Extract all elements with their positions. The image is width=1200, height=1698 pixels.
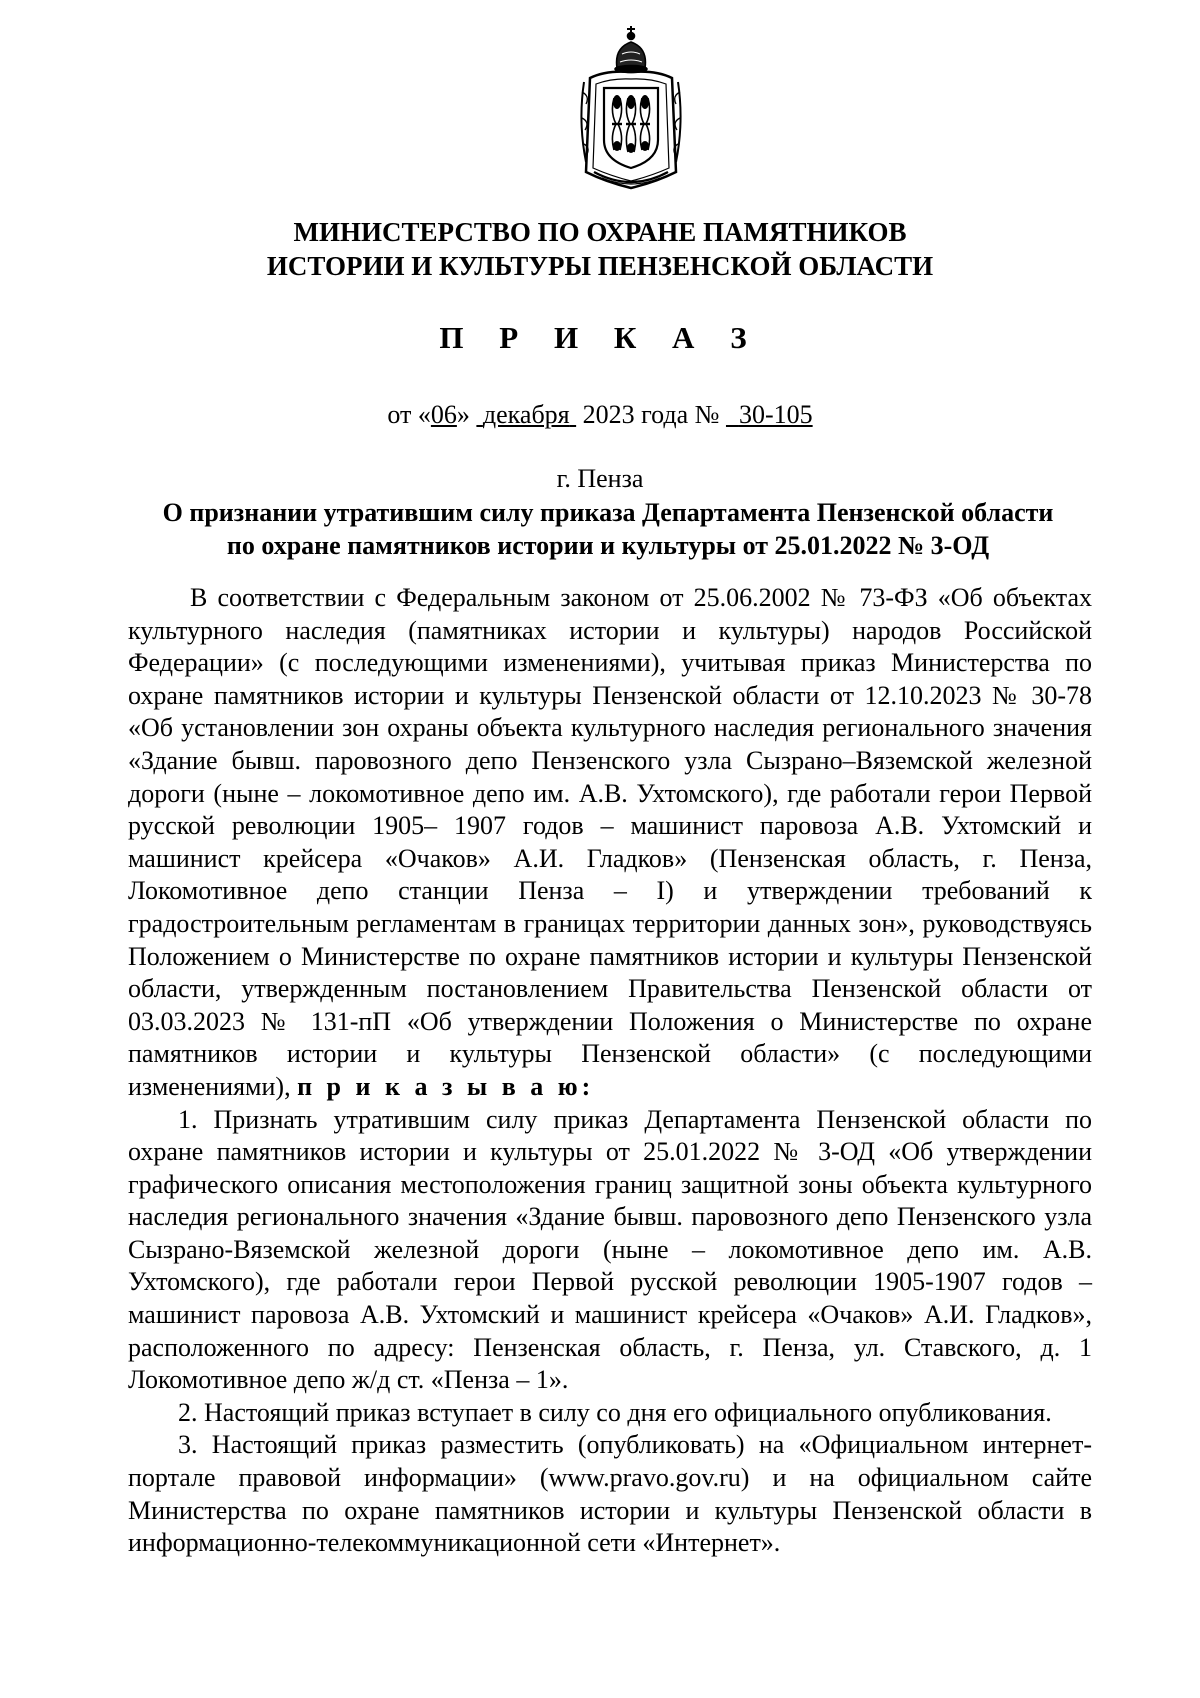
penza-coat-of-arms-icon [576, 22, 686, 192]
order-item-3: 3. Настоящий приказ разместить (опубликовать) на «Официальном интернет-портале правовой информации» (www.pravo.gov.ru) и на официальном сайте Министерства по охране памятников истории и культуры Пензенской области в информационно-телекоммуникационной сети «Интернет». [128, 1430, 1092, 1558]
order-subject-line2: по охране памятников истории и культуры от 25.01.2022 № 3-ОД [226, 531, 990, 560]
city-name: г. Пенза [556, 464, 644, 493]
preamble-text: В соответствии с Федеральным законом от 25.06.2002 № 73-ФЗ «Об объектах культурного наследия (памятниках истории и культуры) народов Российской Федерации» (с последующими изменениями), учитывая приказ Министерства по охране памятников истории и культуры Пензенской области от 12.10.2023 № 30-78 «Об установлении зон охраны объекта культурного наследия регионального значения «Здание бывш. паровозного депо Пензенского узла Сызрано–Вяземской железной дороги (ныне – локомотивное депо им. А.В. Ухтомского), где работали герои Первой русской революции 1905– 1907 годов – машинист паровоза А.В. Ухтомский и машинист крейсера «Очаков» А.И. Гладков» (Пензенская область, г. Пенза, Локомотивное депо станции Пенза – I) и утверждении требований к градостроительным регламентам в границах территории данных зон», руководствуясь Положением о Министерстве по охране памятников истории и культуры Пензенской области, утвержденным постановлением Правительства Пензенской области от 03.03.2023 № 131-пП «Об утверждении Положения о Министерстве по охране памятников истории и культуры Пензенской области» (с последующими изменениями), [128, 583, 1092, 1101]
date-day: 06 [430, 400, 457, 429]
ministry-name [150, 215, 1050, 283]
preamble-paragraph [128, 582, 1092, 1104]
date-prefix: от « [387, 400, 431, 429]
order-date-number [150, 398, 1050, 432]
ministry-name-line1: МИНИСТЕРСТВО ПО ОХРАНЕ ПАМЯТНИКОВ [293, 217, 907, 247]
order-item-2: 2. Настоящий приказ вступает в силу со дня его официального опубликования. [178, 1397, 1052, 1427]
order-word: п р и к а з ы в а ю: [297, 1071, 595, 1101]
document-type-title: П Р И К А З [439, 320, 761, 355]
order-subject-line1: О признании утратившим силу приказа Департамента Пензенской области [162, 498, 1054, 527]
date-day-close: » [456, 400, 470, 429]
ministry-name-line2: ИСТОРИИ И КУЛЬТУРЫ ПЕНЗЕНСКОЙ ОБЛАСТИ [266, 251, 934, 281]
order-item-1: 1. Признать утратившим силу приказ Департамента Пензенской области по охране памятников истории и культуры от 25.01.2022 № 3-ОД «Об утверждении графического описания местоположения границ защитной зоны объекта культурного наследия регионального значения «Здание бывш. паровозного депо Пензенского узла Сызрано-Вяземской железной дороги (ныне – локомотивное депо им. А.В. Ухтомского), где работали герои Первой русской революции 1905-1907 годов – машинист паровоза А.В. Ухтомский и машинист крейсера «Очаков» А.И. Гладков», расположенного по адресу: Пензенская область, г. Пенза, ул. Ставского, д. 1 Локомотивное депо ж/д ст. «Пенза – 1». [128, 1104, 1092, 1395]
date-month: декабря [482, 400, 570, 429]
order-number: 30-105 [738, 400, 813, 429]
order-body [128, 582, 1092, 1560]
date-year-label: 2023 года № [582, 400, 720, 429]
order-subject [128, 496, 1088, 562]
